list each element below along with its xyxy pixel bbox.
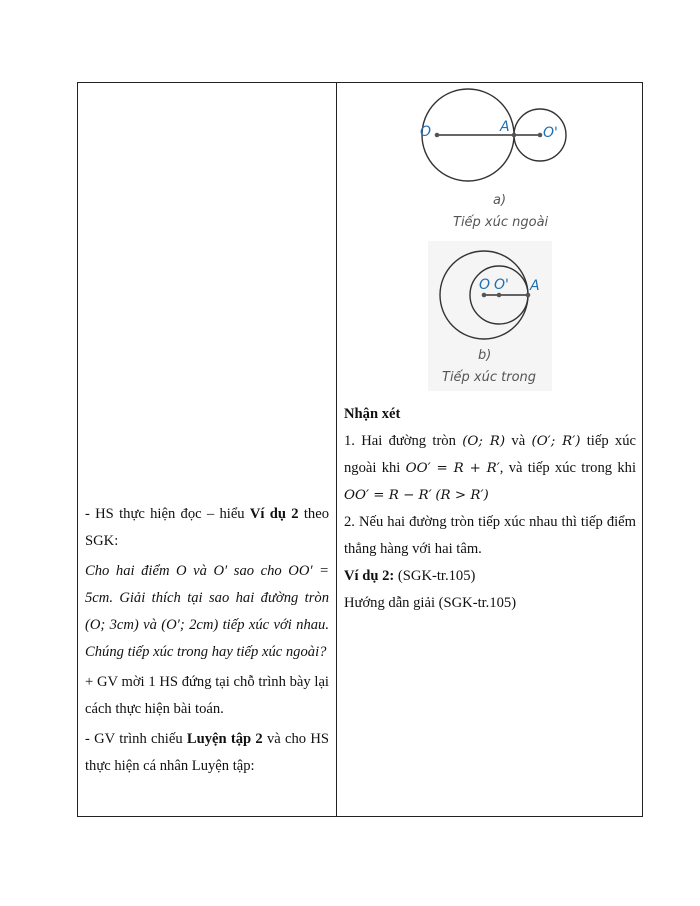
- label-o: O: [420, 124, 432, 140]
- practice-2-ref: Luyện tập 2: [186, 731, 263, 747]
- instruction-present: + GV mời 1 HS đứng tại chỗ trình bày lại cách thực hiện bài toán.: [85, 674, 329, 717]
- column-divider: [336, 83, 337, 816]
- example-problem: Cho hai điểm O và O′ sao cho OO′ = 5cm. Giải thích tại sao hai đường tròn (O; 3cm) và (O′; 2cm) tiếp xúc với nhau. Chúng tiếp xúc trong hay tiếp xúc ngoài?: [85, 563, 329, 660]
- remark-2: 2. Nếu hai đường tròn tiếp xúc nhau thì tiếp điểm thẳng hàng với hai tâm.: [344, 514, 636, 557]
- point-a-dot: [512, 133, 517, 138]
- figure-b-caption: Tiếp xúc trong: [442, 370, 537, 385]
- label-o-prime: O': [543, 125, 558, 141]
- remark-1: 1. Hai đường tròn (O; R) và (O′; R′) tiếp xúc ngoài khi OO′ = R + R′, và tiếp xúc trong khi OO′ = R − R′ (R > R′): [344, 433, 636, 503]
- point-o-prime-dot: [497, 293, 502, 298]
- left-column: [85, 501, 329, 783]
- example-2-heading: Ví dụ 2: (SGK-tr.105): [344, 568, 476, 584]
- figure-a-label: a): [493, 193, 507, 208]
- figure-internal-tangency: [428, 241, 552, 391]
- figure-external-tangency: [413, 87, 603, 235]
- lesson-table: [77, 82, 643, 817]
- point-o-dot: [482, 293, 487, 298]
- solution-guide: Hướng dẫn giải (SGK-tr.105): [344, 595, 517, 611]
- label-o: O: [479, 277, 491, 293]
- figure-a-caption: Tiếp xúc ngoài: [453, 215, 549, 230]
- figure-b-label: b): [478, 348, 492, 363]
- instruction-read-example: - HS thực hiện đọc – hiểu Ví dụ 2 theo SGK:: [85, 506, 329, 549]
- point-o-prime-dot: [538, 133, 543, 138]
- example-2-ref: Ví dụ 2: [249, 506, 299, 522]
- right-column: [344, 401, 636, 617]
- instruction-practice: - GV trình chiếu Luyện tập 2 và cho HS thực hiện cá nhân Luyện tập:: [85, 731, 330, 774]
- label-o-prime: O': [494, 277, 509, 293]
- figure-b-background: [428, 241, 552, 391]
- label-a: A: [500, 119, 510, 135]
- point-o-dot: [435, 133, 440, 138]
- remark-heading: Nhận xét: [344, 406, 401, 422]
- label-a: A: [530, 278, 540, 294]
